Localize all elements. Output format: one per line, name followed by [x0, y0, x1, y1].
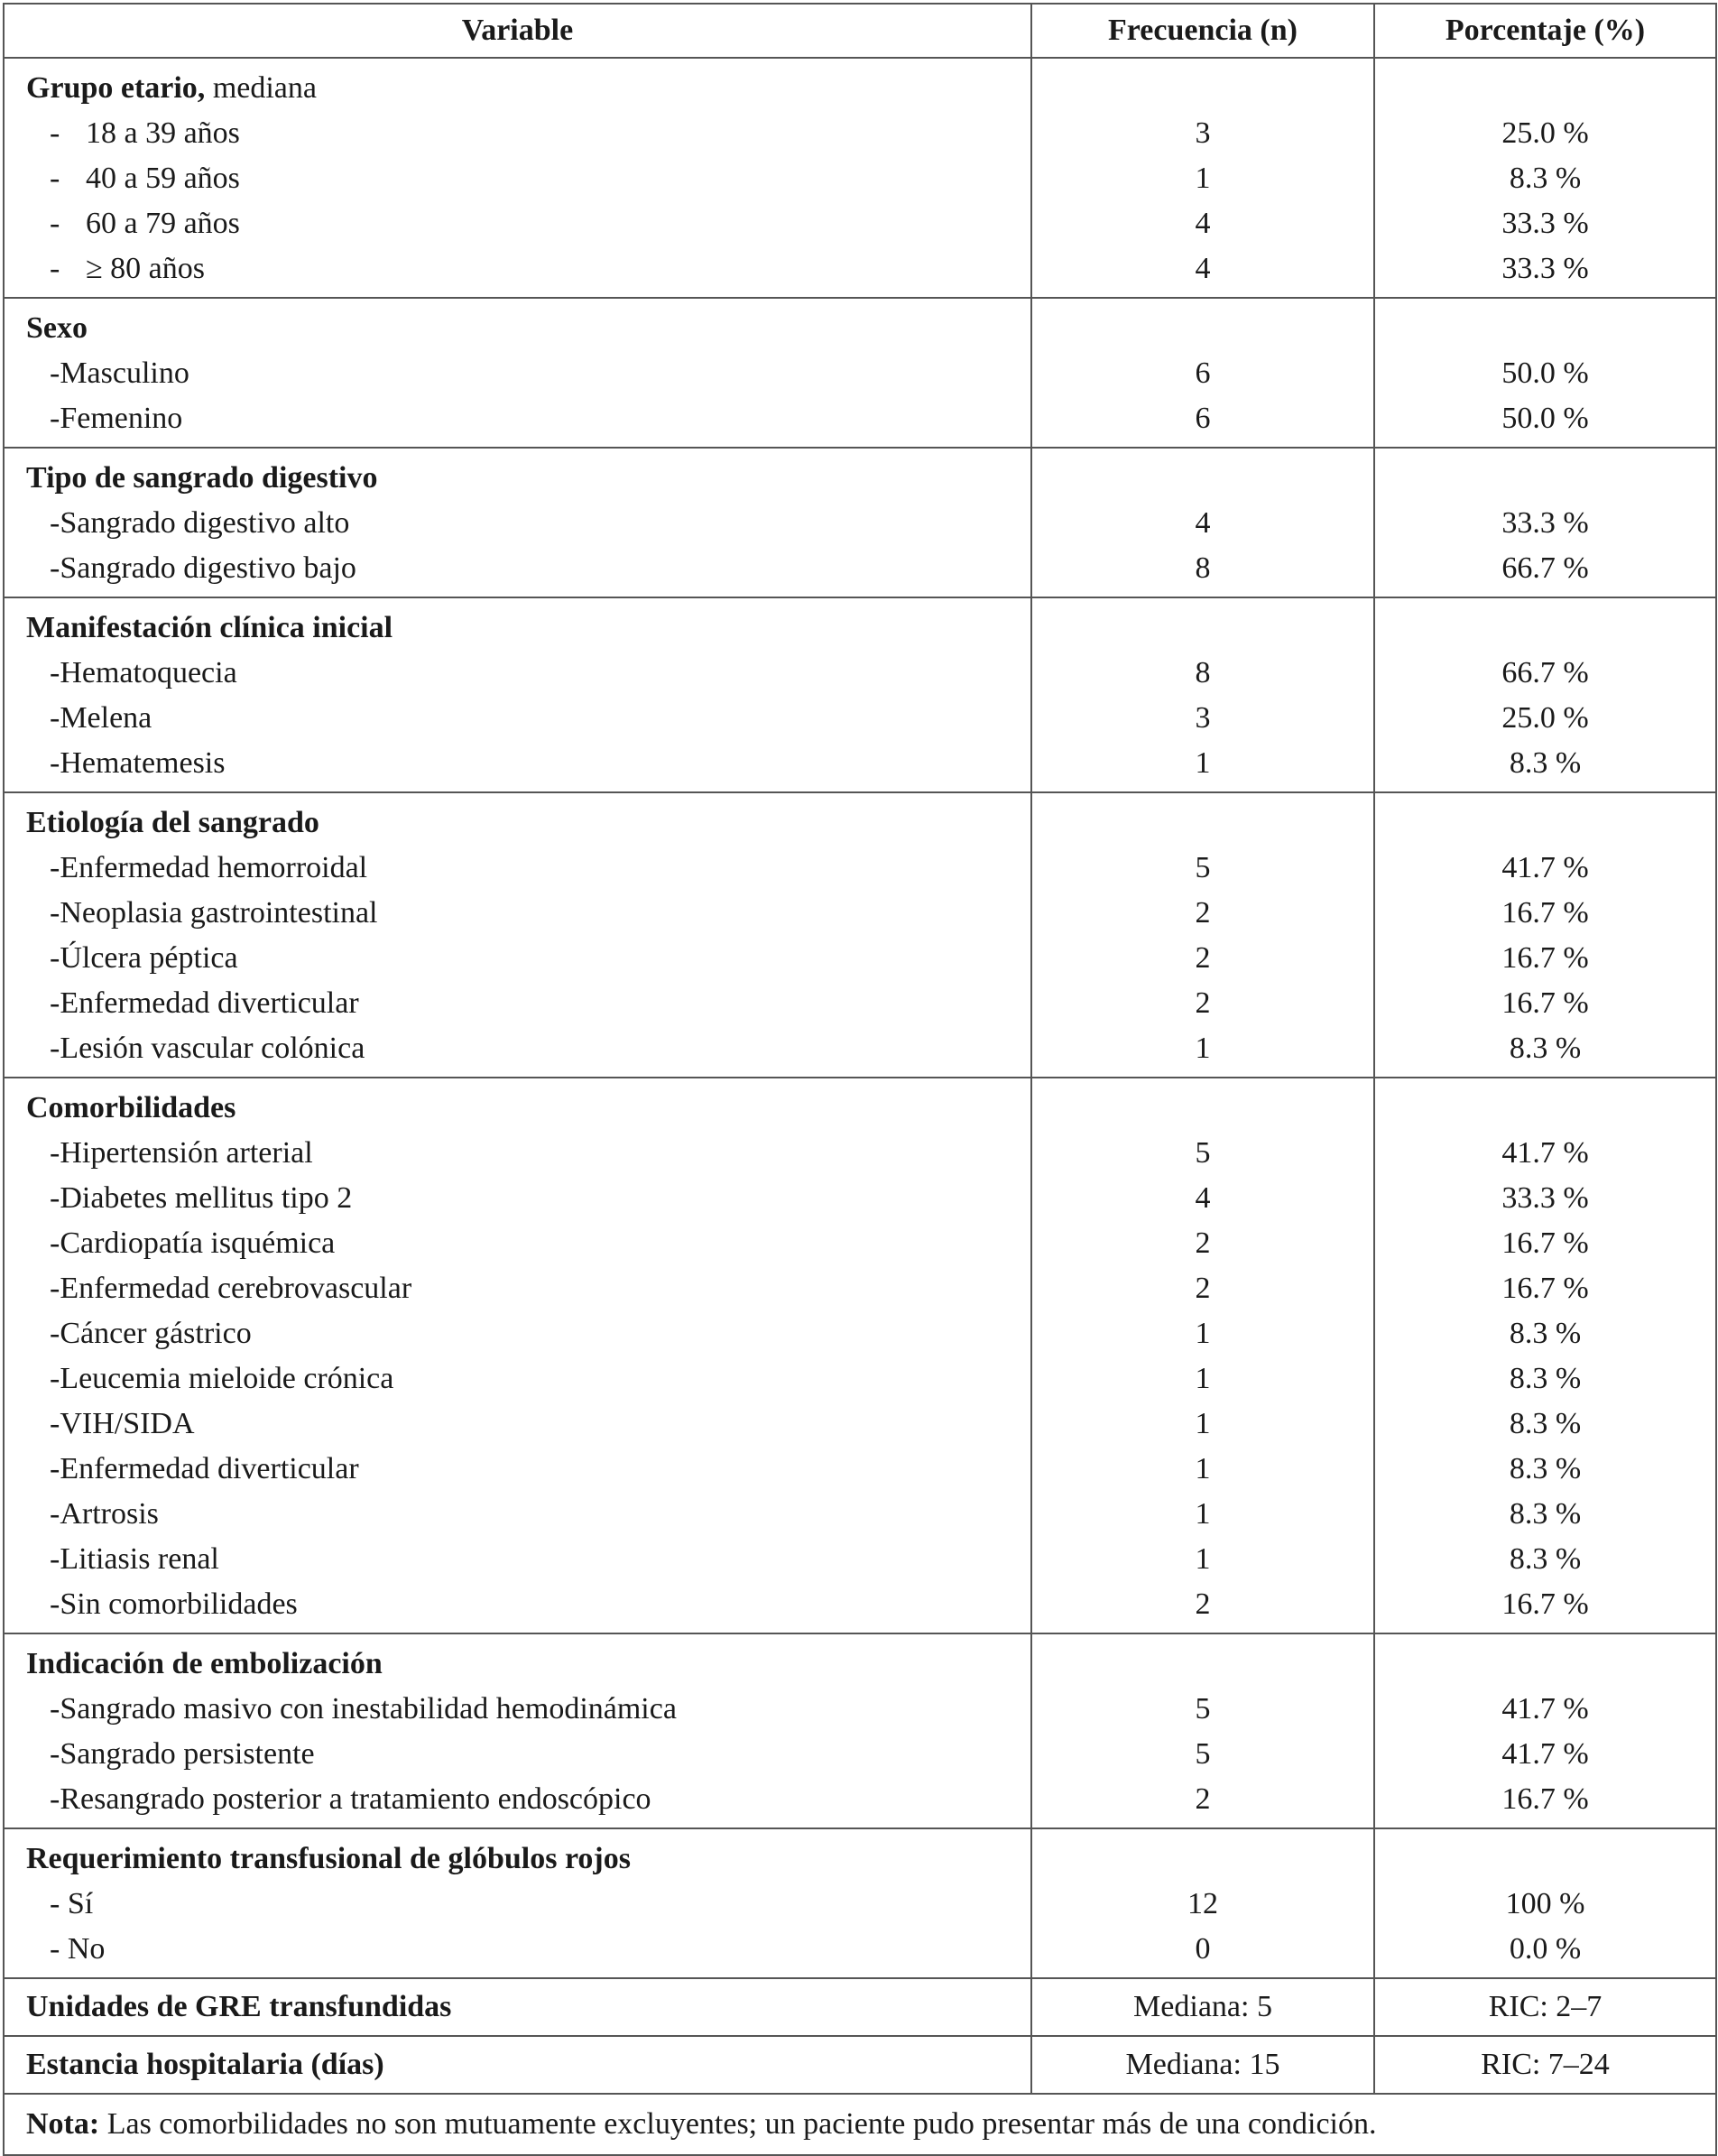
row-percent: 33.3 %	[1501, 207, 1589, 240]
group-title	[5, 1642, 1030, 1687]
note-label: Nota:	[26, 2107, 100, 2141]
row-label	[5, 501, 1030, 546]
row-label	[5, 1266, 1030, 1311]
group-title-text: Requerimiento transfusional de glóbulos rojos	[26, 1842, 631, 1875]
row-label	[5, 1447, 1030, 1492]
row-label	[5, 846, 1030, 891]
row-percent: 66.7 %	[1501, 551, 1589, 585]
row-frequency: 12	[1187, 1887, 1218, 1920]
row-label	[5, 111, 1030, 156]
row-label-text: -VIH/SIDA	[50, 1407, 195, 1440]
row-label	[5, 1687, 1030, 1732]
row-percent: 41.7 %	[1501, 1692, 1589, 1726]
row-label	[5, 1777, 1030, 1822]
row-frequency: 8	[1195, 656, 1211, 689]
group-variable-cell	[4, 1633, 1031, 1828]
row-label	[5, 1882, 1030, 1927]
row-percent: 33.3 %	[1501, 506, 1589, 540]
row-label-text: -Hematoquecia	[50, 656, 237, 689]
row-frequency: 1	[1195, 1542, 1211, 1576]
row-label-text: -Enfermedad diverticular	[50, 986, 359, 1020]
row-frequency: 4	[1195, 252, 1211, 285]
row-frequency: 2	[1195, 896, 1211, 930]
group-title	[5, 800, 1030, 846]
group-percent-cell	[1374, 1078, 1716, 1633]
row-frequency: 1	[1195, 1497, 1211, 1531]
row-label	[5, 741, 1030, 786]
row-label	[5, 1402, 1030, 1447]
row-percent: 33.3 %	[1501, 252, 1589, 285]
row-label-text: 40 a 59 años	[86, 162, 240, 195]
row-label	[5, 651, 1030, 696]
row-label-text: -Sangrado persistente	[50, 1737, 315, 1771]
row-percent: 8.3 %	[1509, 162, 1582, 195]
row-label	[5, 1311, 1030, 1356]
blank-line	[1375, 1086, 1715, 1131]
row-label-text: -Cardiopatía isquémica	[50, 1226, 336, 1260]
row-frequency: 0	[1195, 1932, 1211, 1966]
row-label	[5, 1582, 1030, 1627]
blank-line	[1032, 1837, 1373, 1882]
row-frequency: 2	[1195, 1226, 1211, 1260]
row-frequency: 2	[1195, 941, 1211, 975]
group-title	[5, 66, 1030, 111]
row-frequency: 3	[1195, 116, 1211, 150]
row-frequency: 1	[1195, 162, 1211, 195]
row-label-text: -Enfermedad diverticular	[50, 1452, 359, 1485]
row-frequency: 1	[1195, 1407, 1211, 1440]
row-frequency: 1	[1195, 1362, 1211, 1395]
row-label	[5, 201, 1030, 246]
row-percent: 16.7 %	[1501, 1782, 1589, 1816]
row-label-text: -Resangrado posterior a tratamiento endoscópico	[50, 1782, 651, 1816]
blank-line	[1032, 800, 1373, 846]
blank-line	[1375, 306, 1715, 351]
data-table	[3, 3, 1717, 2156]
row-label-text: - No	[50, 1932, 106, 1966]
row-label	[5, 396, 1030, 441]
row-frequency: 2	[1195, 1782, 1211, 1816]
group-title-text: Sexo	[26, 311, 88, 345]
group-title-suffix	[205, 71, 317, 105]
bullet-dash: -	[50, 116, 60, 150]
group-title	[5, 456, 1030, 501]
row-percent: 8.3 %	[1509, 1497, 1582, 1531]
header-variable: Variable	[4, 4, 1031, 58]
group-title	[5, 1086, 1030, 1131]
row-label-text: -Neoplasia gastrointestinal	[50, 896, 378, 930]
row-label	[5, 981, 1030, 1026]
group-percent-cell	[1374, 1828, 1716, 1978]
group-title-text: Comorbilidades	[26, 1091, 236, 1124]
group-title-text: Manifestación clínica inicial	[26, 611, 393, 644]
group-row	[4, 298, 1716, 448]
row-label	[5, 1176, 1030, 1221]
group-title	[5, 306, 1030, 351]
row-percent: 25.0 %	[1501, 116, 1589, 150]
row-label-text: -Sangrado digestivo alto	[50, 506, 350, 540]
note-text: Las comorbilidades no son mutuamente excluyentes; un paciente pudo presentar más de una condición.	[99, 2107, 1377, 2141]
row-label-text: -Leucemia mieloide crónica	[50, 1362, 394, 1395]
row-label	[5, 156, 1030, 201]
row-percent: 8.3 %	[1509, 1032, 1582, 1065]
table-body	[4, 58, 1716, 2155]
row-percent: 16.7 %	[1501, 1272, 1589, 1305]
group-variable-cell	[4, 597, 1031, 792]
row-label-text: -Diabetes mellitus tipo 2	[50, 1181, 353, 1215]
group-frequency-cell	[1031, 448, 1374, 597]
bullet-dash: -	[50, 207, 60, 240]
blank-line	[1032, 66, 1373, 111]
row-label	[5, 546, 1030, 591]
row-label	[5, 246, 1030, 291]
row-frequency: 5	[1195, 1136, 1211, 1170]
blank-line	[1032, 606, 1373, 651]
group-title-text: Etiología del sangrado	[26, 806, 319, 839]
row-frequency: 1	[1195, 1452, 1211, 1485]
row-percent: 25.0 %	[1501, 701, 1589, 735]
row-percent: 16.7 %	[1501, 986, 1589, 1020]
row-label	[5, 1732, 1030, 1777]
row-label-text: 18 a 39 años	[86, 116, 240, 150]
row-percent: 8.3 %	[1509, 1317, 1582, 1350]
blank-line	[1375, 1642, 1715, 1687]
group-row	[4, 792, 1716, 1078]
blank-line	[1375, 800, 1715, 846]
group-frequency-cell	[1031, 1828, 1374, 1978]
row-label-text: ≥ 80 años	[86, 252, 205, 285]
row-percent: 50.0 %	[1501, 402, 1589, 435]
group-frequency-cell	[1031, 1078, 1374, 1633]
row-percent: 8.3 %	[1509, 746, 1582, 780]
row-percent: 41.7 %	[1501, 1737, 1589, 1771]
group-frequency-cell	[1031, 298, 1374, 448]
row-percent: 8.3 %	[1509, 1452, 1582, 1485]
row-percent: 8.3 %	[1509, 1362, 1582, 1395]
group-title-text: Grupo etario,	[26, 71, 206, 105]
header-frecuencia: Frecuencia (n)	[1031, 4, 1374, 58]
row-percent: 66.7 %	[1501, 656, 1589, 689]
row-percent: 16.7 %	[1501, 1226, 1589, 1260]
row-label-text: -Sin comorbilidades	[50, 1587, 298, 1621]
row-label	[5, 1221, 1030, 1266]
row-label-text: -Enfermedad cerebrovascular	[50, 1272, 412, 1305]
row-percent: 16.7 %	[1501, 1587, 1589, 1621]
bullet-dash: -	[50, 252, 60, 285]
note-row	[4, 2094, 1716, 2155]
row-frequency: 4	[1195, 207, 1211, 240]
row-percent: 0.0 %	[1509, 1932, 1582, 1966]
row-percent: 16.7 %	[1501, 941, 1589, 975]
summary-iqr: RIC: 2–7	[1374, 1978, 1716, 2036]
row-frequency: 2	[1195, 1272, 1211, 1305]
header-porcentaje: Porcentaje (%)	[1374, 4, 1716, 58]
blank-line	[1375, 456, 1715, 501]
group-title-text: Tipo de sangrado digestivo	[26, 461, 378, 495]
row-label	[5, 696, 1030, 741]
group-variable-cell	[4, 298, 1031, 448]
row-label	[5, 1356, 1030, 1402]
row-frequency: 1	[1195, 746, 1211, 780]
row-frequency: 6	[1195, 402, 1211, 435]
group-variable-cell	[4, 1828, 1031, 1978]
row-label-text: -Melena	[50, 701, 152, 735]
row-label-text: -Litiasis renal	[50, 1542, 219, 1576]
summary-median: Mediana: 15	[1031, 2036, 1374, 2094]
group-variable-cell	[4, 448, 1031, 597]
group-row	[4, 1078, 1716, 1633]
group-percent-cell	[1374, 448, 1716, 597]
group-percent-cell	[1374, 792, 1716, 1078]
row-label-text: -Artrosis	[50, 1497, 159, 1531]
row-label-text: -Lesión vascular colónica	[50, 1032, 365, 1065]
row-percent: 8.3 %	[1509, 1407, 1582, 1440]
blank-line	[1032, 1086, 1373, 1131]
row-frequency: 1	[1195, 1032, 1211, 1065]
row-percent: 33.3 %	[1501, 1181, 1589, 1215]
row-label-text: - Sí	[50, 1887, 94, 1920]
row-label	[5, 1492, 1030, 1537]
row-label-text: 60 a 79 años	[86, 207, 240, 240]
bullet-dash: -	[50, 162, 60, 195]
row-percent: 100 %	[1505, 1887, 1585, 1920]
row-percent: 16.7 %	[1501, 896, 1589, 930]
group-row	[4, 58, 1716, 298]
summary-label: Estancia hospitalaria (días)	[4, 2036, 1031, 2094]
blank-line	[1375, 1837, 1715, 1882]
row-label-text: -Enfermedad hemorroidal	[50, 851, 368, 884]
row-frequency: 4	[1195, 1181, 1211, 1215]
row-frequency: 2	[1195, 986, 1211, 1020]
group-title	[5, 606, 1030, 651]
row-label-text: -Cáncer gástrico	[50, 1317, 252, 1350]
row-label-text: -Úlcera péptica	[50, 941, 238, 975]
group-title	[5, 1837, 1030, 1882]
group-frequency-cell	[1031, 1633, 1374, 1828]
row-frequency: 2	[1195, 1587, 1211, 1621]
row-frequency: 5	[1195, 1692, 1211, 1726]
row-label-text: -Sangrado digestivo bajo	[50, 551, 356, 585]
row-frequency: 8	[1195, 551, 1211, 585]
row-frequency: 5	[1195, 851, 1211, 884]
group-frequency-cell	[1031, 792, 1374, 1078]
group-title-text: Indicación de embolización	[26, 1647, 383, 1680]
summary-iqr: RIC: 7–24	[1374, 2036, 1716, 2094]
row-label	[5, 1131, 1030, 1176]
blank-line	[1032, 456, 1373, 501]
row-label	[5, 1927, 1030, 1972]
group-title-suffix-text: mediana	[212, 71, 317, 105]
row-label	[5, 1537, 1030, 1582]
row-frequency: 3	[1195, 701, 1211, 735]
group-percent-cell	[1374, 58, 1716, 298]
group-row	[4, 1633, 1716, 1828]
row-label-text: -Hematemesis	[50, 746, 226, 780]
row-label	[5, 1026, 1030, 1071]
group-percent-cell	[1374, 298, 1716, 448]
row-percent: 50.0 %	[1501, 356, 1589, 390]
summary-row	[4, 1978, 1716, 2036]
row-label	[5, 891, 1030, 936]
note-cell	[4, 2094, 1716, 2155]
group-percent-cell	[1374, 597, 1716, 792]
row-frequency: 6	[1195, 356, 1211, 390]
group-frequency-cell	[1031, 597, 1374, 792]
group-variable-cell	[4, 58, 1031, 298]
group-row	[4, 1828, 1716, 1978]
group-percent-cell	[1374, 1633, 1716, 1828]
blank-line	[1375, 606, 1715, 651]
row-label	[5, 936, 1030, 981]
summary-row	[4, 2036, 1716, 2094]
header-row	[4, 4, 1716, 58]
summary-median: Mediana: 5	[1031, 1978, 1374, 2036]
row-frequency: 5	[1195, 1737, 1211, 1771]
row-percent: 41.7 %	[1501, 851, 1589, 884]
row-percent: 41.7 %	[1501, 1136, 1589, 1170]
group-frequency-cell	[1031, 58, 1374, 298]
row-label-text: -Femenino	[50, 402, 183, 435]
row-label-text: -Sangrado masivo con inestabilidad hemodinámica	[50, 1692, 677, 1726]
row-percent: 8.3 %	[1509, 1542, 1582, 1576]
group-variable-cell	[4, 1078, 1031, 1633]
group-row	[4, 448, 1716, 597]
blank-line	[1032, 1642, 1373, 1687]
summary-label: Unidades de GRE transfundidas	[4, 1978, 1031, 2036]
blank-line	[1032, 306, 1373, 351]
row-label	[5, 351, 1030, 396]
group-variable-cell	[4, 792, 1031, 1078]
blank-line	[1375, 66, 1715, 111]
row-frequency: 1	[1195, 1317, 1211, 1350]
row-frequency: 4	[1195, 506, 1211, 540]
group-row	[4, 597, 1716, 792]
row-label-text: -Hipertensión arterial	[50, 1136, 313, 1170]
row-label-text: -Masculino	[50, 356, 189, 390]
